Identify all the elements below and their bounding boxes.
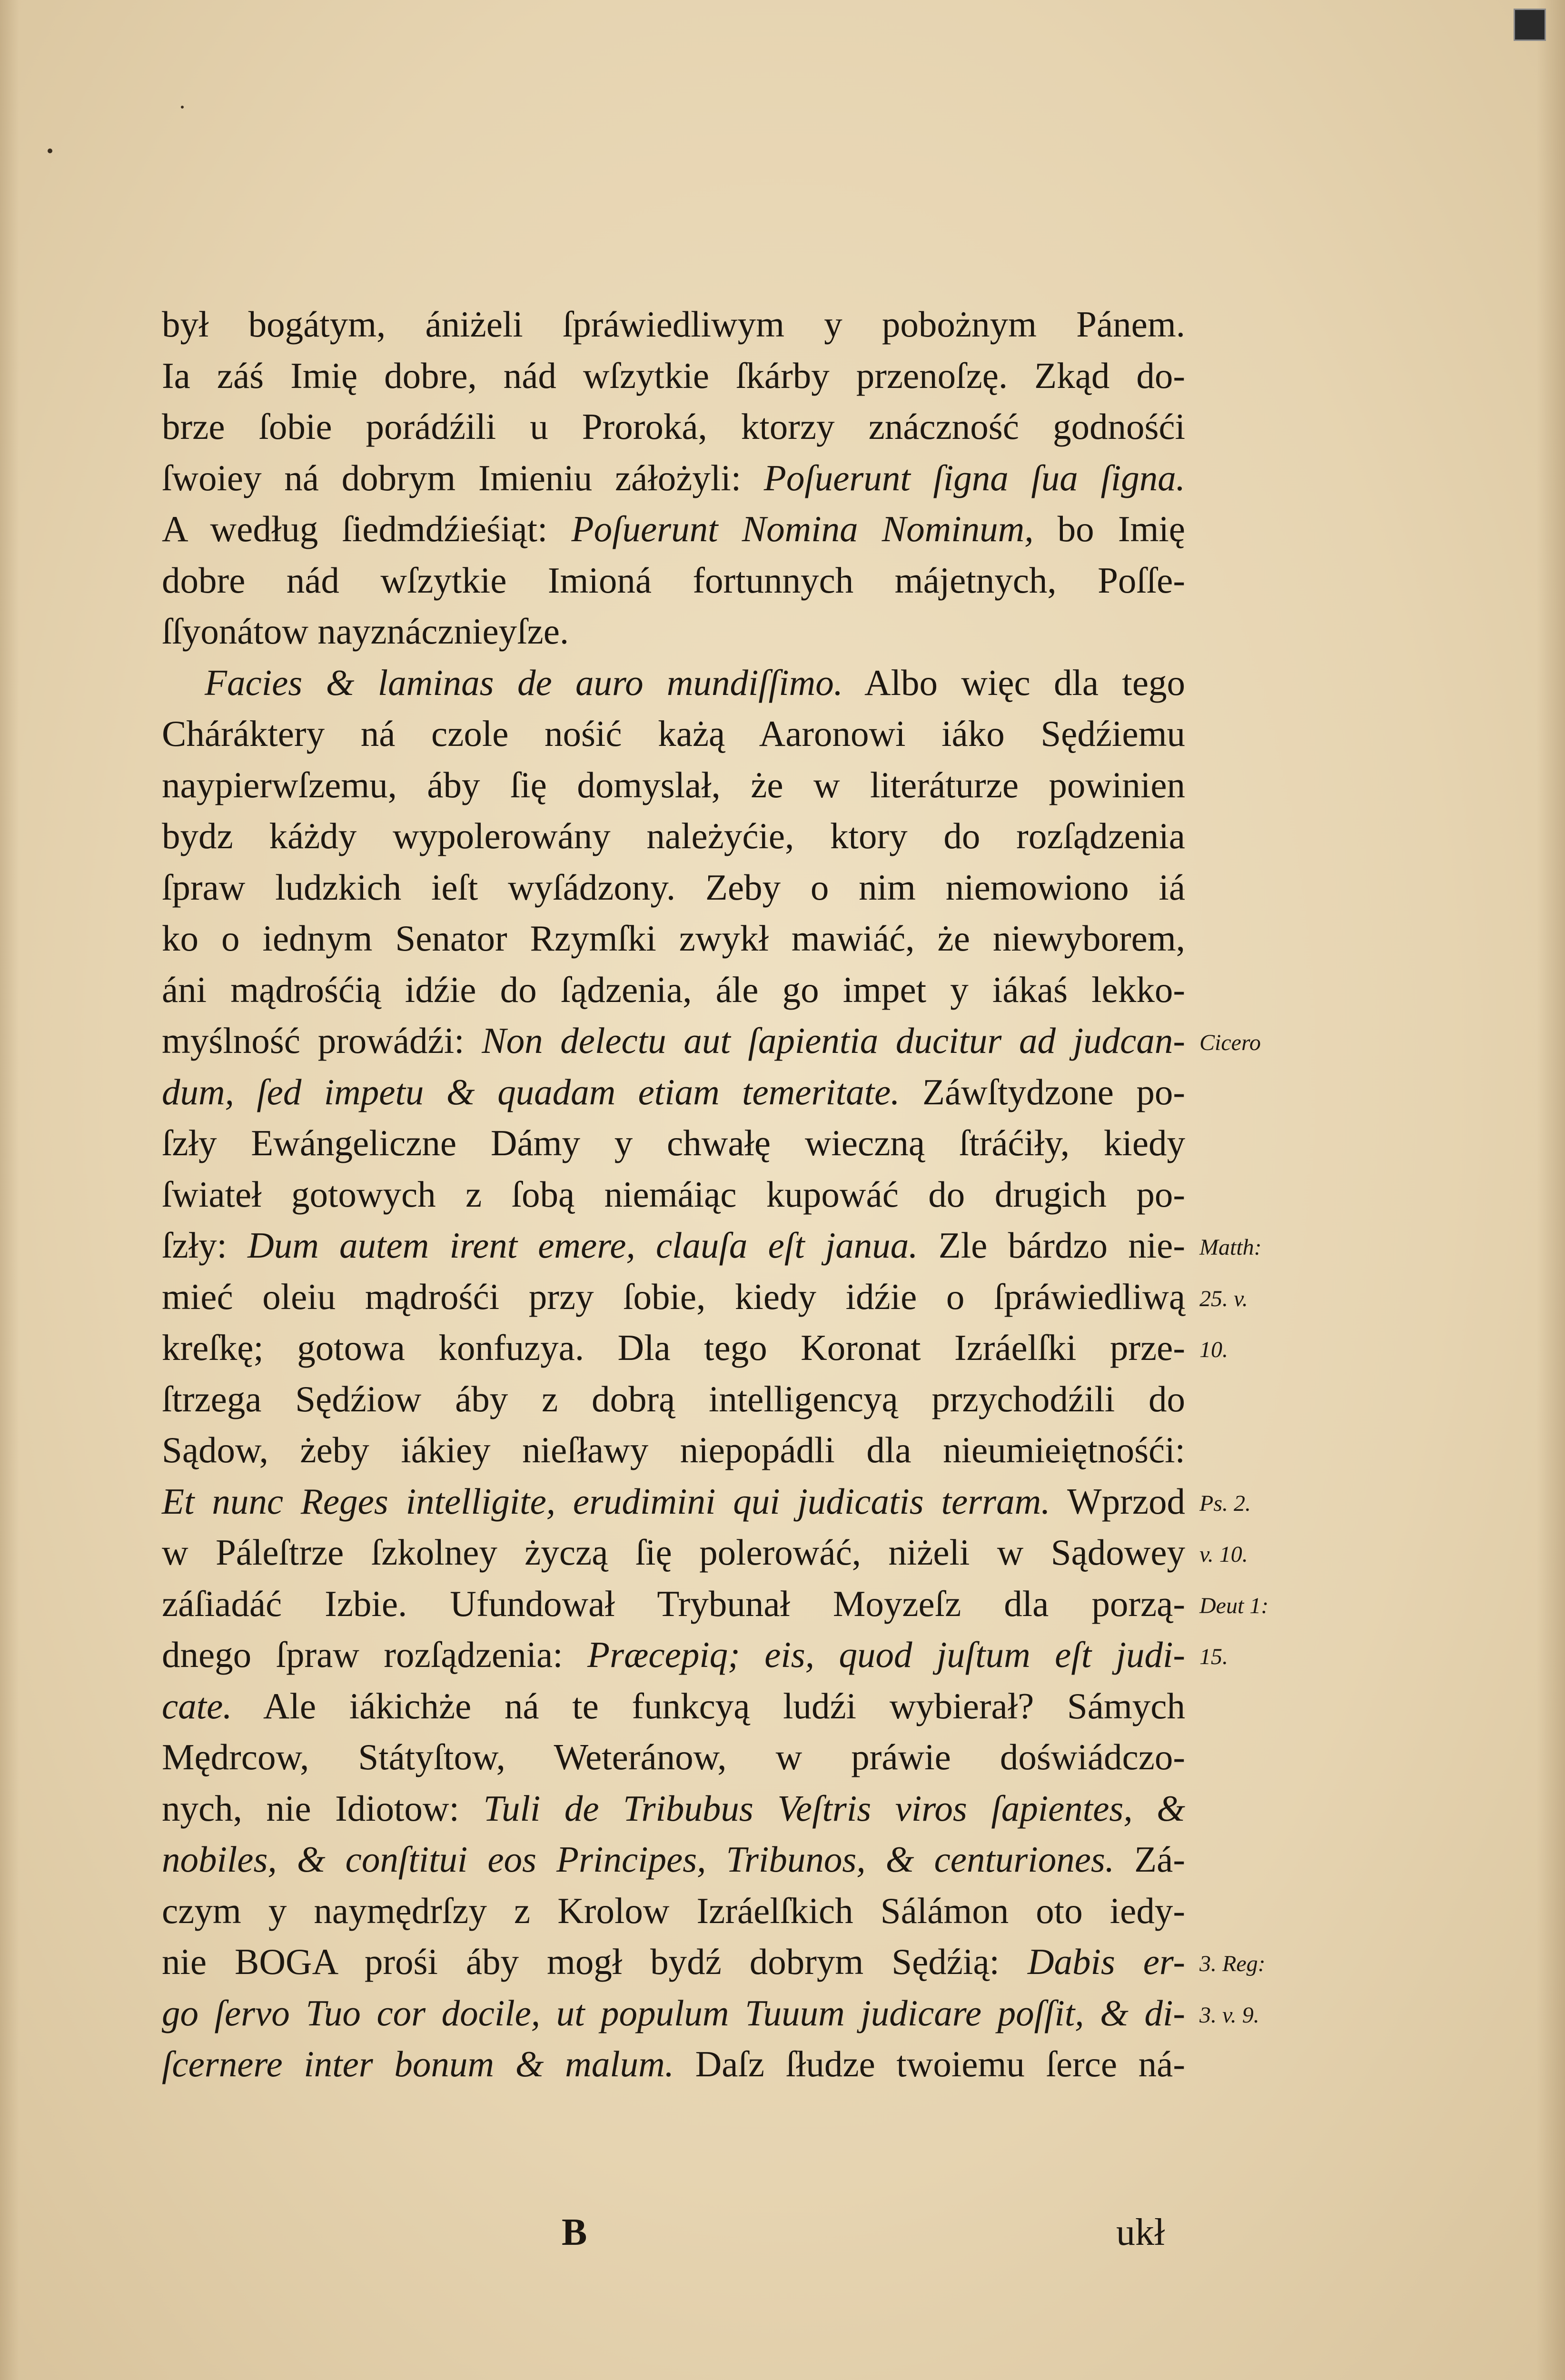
text-line <box>162 862 1185 913</box>
body-text <box>162 299 1185 2090</box>
text-line <box>162 811 1185 862</box>
roman-text: mieć oleiu mądrośći przy ſobie, kiedy idźie o ſpráwiedliwą <box>162 1276 1185 1317</box>
text-line <box>162 1169 1185 1220</box>
latin-quote: Facies & laminas de auro mundiſſimo. <box>205 662 843 703</box>
roman-text: w Páleſtrze ſzkolney życzą ſię polerowáć, niżeli w Sądowey <box>162 1532 1185 1573</box>
text-line <box>162 401 1185 453</box>
roman-text: ſzły: <box>162 1225 248 1266</box>
latin-quote: Præcepiq; eis, quod juſtum eſt judi- <box>587 1634 1185 1675</box>
latin-quote: Dabis er- <box>1027 1941 1185 1982</box>
text-line <box>162 1271 1185 1323</box>
page-edge-shadow-left <box>0 0 19 2380</box>
latin-quote: nobiles, & conſtitui eos Principes, Tribunos, & centuriones. <box>162 1839 1115 1880</box>
roman-text: ſzły Ewángeliczne Dámy y chwałę wieczną ſtráćiły, kiedy <box>162 1122 1185 1163</box>
roman-text: ſwiateł gotowych z ſobą niemáiąc kupowáć do drugich po- <box>162 1173 1185 1215</box>
text-line <box>162 760 1185 811</box>
latin-quote: dum, ſed impetu & quadam etiam temeritate. <box>162 1071 900 1112</box>
latin-quote: go ſervo Tuo cor docile, ut populum Tuuum judicare poſſit, & di- <box>162 1992 1185 2033</box>
roman-text: Daſz ſłudze twoiemu ſerce ná- <box>674 2043 1185 2084</box>
latin-quote: Poſuerunt ſigna ſua ſigna. <box>763 457 1185 498</box>
latin-quote: Tuli de Tribubus Veſtris viros ſapientes, & <box>483 1787 1185 1829</box>
scan-color-target <box>1514 9 1546 41</box>
roman-text: bydz káżdy wypolerowány należyćie, ktory do rozſądzenia <box>162 815 1185 856</box>
roman-text: Albo więc dla tego <box>842 662 1185 703</box>
text-line <box>162 1732 1185 1783</box>
text-line <box>162 708 1185 760</box>
roman-text: nych, nie Idiotow: <box>162 1787 484 1829</box>
text-line <box>162 453 1185 504</box>
roman-text: áni mądrośćią idźie do ſądzenia, ále go impet y iákaś lekko- <box>162 969 1185 1010</box>
margin-reference: Matth: <box>1199 1235 1262 1260</box>
roman-text: Ia záś Imię dobre, nád wſzytkie ſkárby przenoſzę. Zkąd do- <box>162 355 1185 396</box>
text-line <box>162 1118 1185 1169</box>
roman-text: ko o iednym Senator Rzymſki zwykł mawiáć, że niewyborem, <box>162 918 1185 959</box>
margin-reference: 10. <box>1199 1337 1228 1362</box>
text-line <box>162 964 1185 1016</box>
text-line <box>162 1783 1185 1835</box>
text-line <box>162 1374 1185 1425</box>
roman-text: ſpraw ludzkich ieſt wyſádzony. Zeby o nim niemowiono iá <box>162 866 1185 908</box>
text-line <box>162 1988 1185 2039</box>
ink-speck <box>48 149 52 153</box>
text-line <box>162 1322 1185 1374</box>
roman-text: A według ſiedmdźieśiąt: <box>162 508 572 549</box>
text-line <box>162 1681 1185 1732</box>
roman-text: ſſyonátow nayznácznieyſze. <box>162 611 569 652</box>
page-edge-shadow-right <box>1536 0 1565 2380</box>
text-line <box>162 1527 1185 1578</box>
latin-quote: Et nunc Reges intelligite, erudimini qui judicatis terram. <box>162 1480 1050 1522</box>
roman-text: brze ſobie porádźili u Proroká, ktorzy znáczność godnośći <box>162 406 1185 447</box>
margin-reference: Cicero <box>1199 1030 1261 1055</box>
catchword: ukł <box>1116 2211 1165 2253</box>
roman-text: bo Imię <box>1033 508 1185 549</box>
margin-reference: 25. v. <box>1199 1286 1248 1311</box>
text-line <box>162 299 1185 350</box>
text-line <box>162 1220 1185 1271</box>
text-line <box>162 1476 1185 1527</box>
text-line <box>162 1015 1185 1067</box>
text-line <box>162 350 1185 402</box>
roman-text: Wprzod <box>1050 1480 1186 1522</box>
text-line <box>162 1425 1185 1476</box>
text-line <box>162 2039 1185 2090</box>
latin-quote: Poſuerunt Nomina Nominum, <box>571 508 1034 549</box>
text-line <box>162 1067 1185 1118</box>
text-line <box>162 606 1185 657</box>
roman-text: naypierwſzemu, áby ſię domyslał, że w literáturze powinien <box>162 764 1185 805</box>
ink-speck <box>181 106 184 109</box>
text-line <box>162 1578 1185 1630</box>
text-line <box>162 1834 1185 1885</box>
roman-text: Zle bárdzo nie- <box>918 1225 1185 1266</box>
roman-text: Záwſtydzone po- <box>900 1071 1185 1112</box>
text-line <box>162 913 1185 964</box>
roman-text: Mędrcow, Státyſtow, Weteránow, w práwie doświádczo- <box>162 1736 1185 1777</box>
roman-text: dobre nád wſzytkie Imioná fortunnych májetnych, Poſſe- <box>162 559 1185 601</box>
text-line <box>162 657 1185 709</box>
roman-text: czym y naymędrſzy z Krolow Izráelſkich Sálámon oto iedy- <box>162 1890 1185 1931</box>
text-line <box>162 504 1185 555</box>
roman-text: Sądow, żeby iákiey nieſławy niepopádli dla nieumieiętnośći: <box>162 1429 1185 1470</box>
margin-reference: 15. <box>1199 1644 1228 1669</box>
roman-text: ſwoiey ná dobrym Imieniu záłożyli: <box>162 457 764 498</box>
roman-text: ſtrzega Sędźiow áby z dobrą intelligencyą przychodźili do <box>162 1378 1185 1419</box>
latin-quote: ſcernere inter bonum & malum. <box>162 2043 674 2084</box>
latin-quote: Dum autem irent emere, clauſa eſt janua. <box>248 1225 918 1266</box>
margin-reference: Ps. 2. <box>1199 1490 1251 1516</box>
roman-text: myślność prowádźi: <box>162 1020 482 1061</box>
text-line <box>162 1629 1185 1681</box>
roman-text: był bogátym, ániżeli ſpráwiedliwym y pobożnym Pánem. <box>162 304 1185 345</box>
margin-reference: 3. v. 9. <box>1199 2002 1259 2028</box>
signature-mark: B <box>562 2211 587 2253</box>
latin-quote: cate. <box>162 1685 232 1726</box>
margin-reference: v. 10. <box>1199 1542 1248 1567</box>
text-line <box>162 555 1185 606</box>
latin-quote: Non delectu aut ſapientia ducitur ad judcan- <box>482 1020 1185 1061</box>
text-line <box>162 1885 1185 1937</box>
roman-text: kreſkę; gotowa konfuzya. Dla tego Koronat Izráelſki prze- <box>162 1327 1185 1368</box>
text-line <box>162 1936 1185 1988</box>
roman-text: Ale iákichże ná te funkcyą ludźi wybierał? Sámych <box>232 1685 1185 1726</box>
roman-text: nie BOGA prośi áby mogł bydź dobrym Sędźią: <box>162 1941 1028 1982</box>
roman-text: Cháráktery ná czole nośić każą Aaronowi iáko Sędźiemu <box>162 713 1185 754</box>
roman-text: Zá- <box>1114 1839 1185 1880</box>
margin-reference: 3. Reg: <box>1199 1951 1266 1976</box>
roman-text: dnego ſpraw rozſądzenia: <box>162 1634 588 1675</box>
margin-reference: Deut 1: <box>1199 1593 1269 1618</box>
roman-text: záſiadáć Izbie. Ufundował Trybunał Moyzeſz dla porzą- <box>162 1583 1185 1624</box>
